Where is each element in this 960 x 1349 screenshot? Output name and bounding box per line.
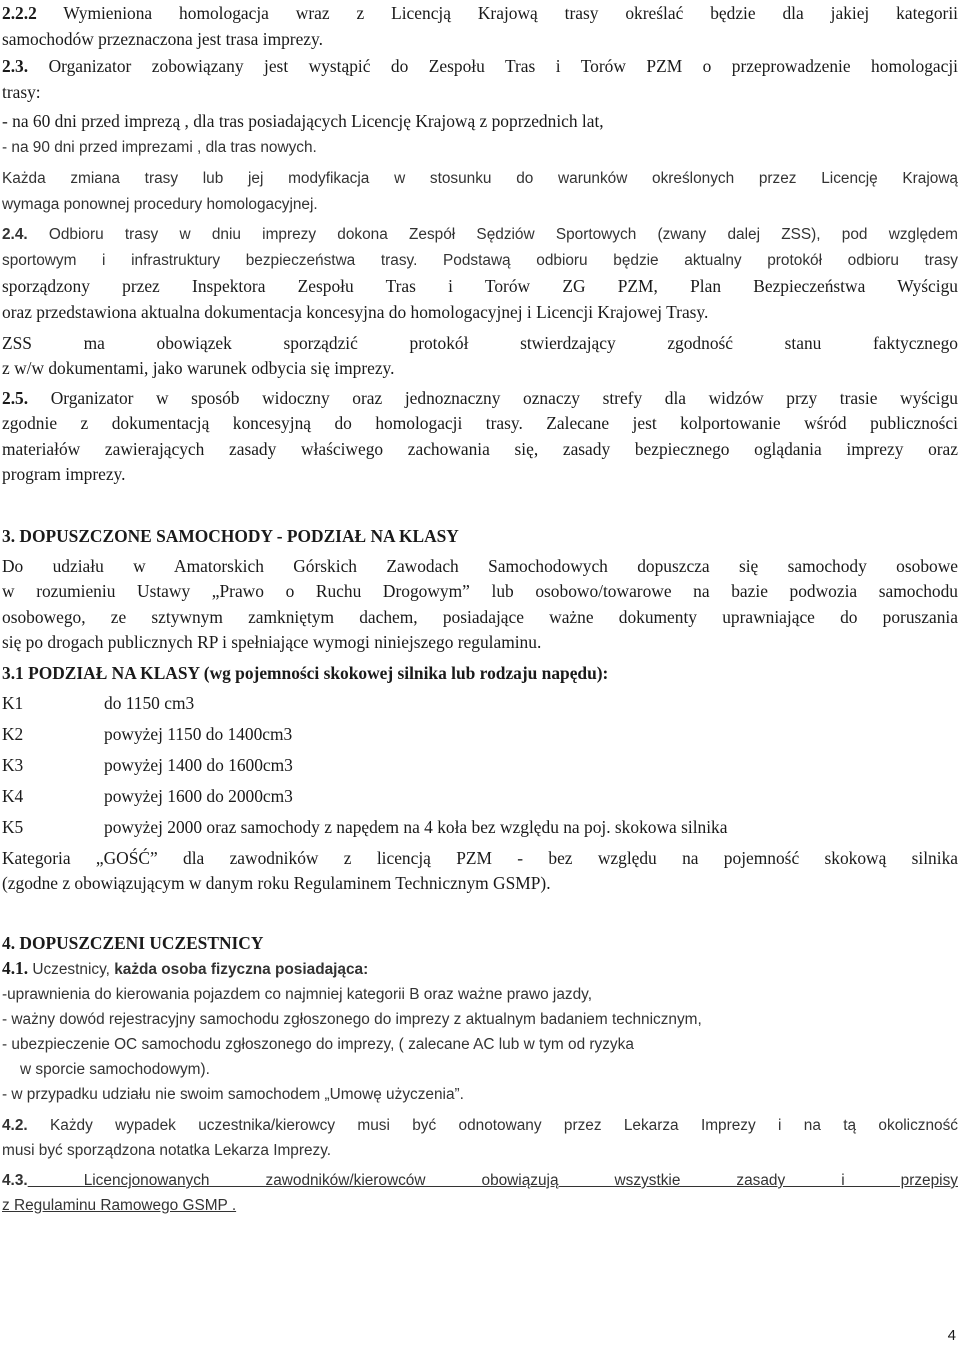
class-desc: powyżej 1150 do 1400cm3 bbox=[104, 724, 293, 744]
para-23-line3: - na 60 dni przed imprezą , dla tras posiadających Licencję Krajową z poprzednich lat, bbox=[2, 111, 604, 131]
guest-category-line2: (zgodne z obowiązującym w danym roku Regulaminem Technicznym GSMP). bbox=[2, 873, 551, 893]
para-43-line1: 4.3. Licencjonowanych zawodników/kierowców obowiązują wszystkie zasady i przepisy bbox=[2, 1172, 958, 1189]
bullet-registration: - ważny dowód rejestracyjny samochodu zgłoszonego do imprezy z aktualnym badaniem technicznym, bbox=[2, 1011, 702, 1028]
class-desc: powyżej 1400 do 1600cm3 bbox=[104, 755, 293, 775]
bullet-loan-agreement: - w przypadku udziału nie swoim samochodem „Umowę użyczenia”. bbox=[2, 1086, 464, 1103]
para-43-line2: z Regulaminu Ramowego GSMP . bbox=[2, 1197, 237, 1214]
section-number: 4.3. bbox=[2, 1172, 28, 1189]
para-25-line1: 2.5. Organizator w sposób widoczny oraz jednoznaczny oznaczy strefy dla widzów przy trasie wyścigu bbox=[2, 388, 958, 408]
para-3-line4: się po drogach publicznych RP i spełniające wymogi niniejszego regulaminu. bbox=[2, 632, 542, 652]
section-number: 2.2.2 bbox=[2, 3, 37, 23]
page-number: 4 bbox=[947, 1327, 956, 1344]
section-number: 4.1. bbox=[2, 958, 29, 978]
para-42-line2: musi być sporządzona notatka Lekarza Imprezy. bbox=[2, 1142, 332, 1159]
class-desc: powyżej 1600 do 2000cm3 bbox=[104, 786, 293, 806]
para-41-line1: 4.1. Uczestnicy, każda osoba fizyczna posiadająca: bbox=[2, 958, 369, 978]
para-25-line2: zgodnie z dokumentacją koncesyjną do homologacji trasy. Zalecane jest kolportowanie wśród publiczności bbox=[2, 413, 958, 433]
para-222-line2: samochodów przeznaczona jest trasa imprezy. bbox=[2, 29, 323, 49]
section-number: 2.5. bbox=[2, 388, 29, 408]
section-number: 2.3. bbox=[2, 56, 29, 76]
para-222-line1: 2.2.2 Wymieniona homologacja wraz z Licencją Krajową trasy określać będzie dla jakiej kategorii bbox=[2, 3, 958, 23]
para-23-line1: 2.3. Organizator zobowiązany jest wystąpić do Zespołu Tras i Torów PZM o przeprowadzenie homologacji bbox=[2, 56, 958, 76]
para-42-line1: 4.2. Każdy wypadek uczestnika/kierowcy musi być odnotowany przez Lekarza Imprezy i na tą okoliczność bbox=[2, 1117, 958, 1134]
bullet-insurance-cont: w sporcie samochodowym). bbox=[20, 1061, 210, 1078]
bullet-insurance: - ubezpieczenie OC samochodu zgłoszonego do imprezy, ( zalecane AC lub w tym od ryzyka bbox=[2, 1036, 634, 1053]
class-code: K1 bbox=[2, 693, 24, 713]
para-23-line5: Każda zmiana trasy lub jej modyfikacja w stosunku do warunków określonych przez Licencję Krajową bbox=[2, 170, 958, 187]
class-code: K5 bbox=[2, 817, 24, 837]
para-24-line3: sporządzony przez Inspektora Zespołu Tras i Torów ZG PZM, Plan Bezpieczeństwa Wyścigu bbox=[2, 276, 958, 296]
para-3-line3: osobowego, ze sztywnym zamkniętym dachem, posiadające ważne dokumenty uprawniające do poruszania bbox=[2, 607, 958, 627]
class-code: K2 bbox=[2, 724, 24, 744]
para-23-line4: - na 90 dni przed imprezami , dla tras nowych. bbox=[2, 139, 317, 156]
section-3-heading: 3. DOPUSZCZONE SAMOCHODY - PODZIAŁ NA KLASY bbox=[2, 526, 459, 546]
para-24-line1: 2.4. Odbioru trasy w dniu imprezy dokona Zespół Sędziów Sportowych (zwany dalej ZSS), pod względem bbox=[2, 226, 958, 243]
class-code: K4 bbox=[2, 786, 24, 806]
para-23-line6: wymaga ponownej procedury homologacyjnej. bbox=[2, 196, 318, 213]
class-code: K3 bbox=[2, 755, 24, 775]
para-23-line2: trasy: bbox=[2, 82, 41, 102]
section-number: 2.4. bbox=[2, 226, 28, 243]
para-25-line3: materiałów zawierających zasady właściwego zachowania się, zasady bezpiecznego oglądania imprezy oraz bbox=[2, 439, 958, 459]
bullet-licence: -uprawnienia do kierowania pojazdem co najmniej kategorii B oraz ważne prawo jazdy, bbox=[2, 986, 592, 1003]
guest-category-line1: Kategoria „GOŚĆ” dla zawodników z licencją PZM - bez względu na pojemność skokową silnika bbox=[2, 848, 958, 868]
para-24-line6: z w/w dokumentami, jako warunek odbycia się imprezy. bbox=[2, 358, 395, 378]
class-desc: do 1150 cm3 bbox=[104, 693, 195, 713]
class-desc: powyżej 2000 oraz samochody z napędem na 4 koła bez względu na poj. skokowa silnika bbox=[104, 817, 728, 837]
section-number: 4.2. bbox=[2, 1117, 28, 1134]
para-3-line2: w rozumieniu Ustawy „Prawo o Ruchu Drogowym” lub osobowo/towarowe na bazie podwozia samochodu bbox=[2, 581, 958, 601]
section-31-heading: 3.1 PODZIAŁ NA KLASY (wg pojemności skokowej silnika lub rodzaju napędu): bbox=[2, 663, 609, 683]
para-25-line4: program imprezy. bbox=[2, 464, 126, 484]
para-24-line4: oraz przedstawiona aktualna dokumentacja koncesyjna do homologacyjnej i Licencji Krajowej Trasy. bbox=[2, 302, 709, 322]
section-4-heading: 4. DOPUSZCZENI UCZESTNICY bbox=[2, 933, 264, 953]
para-3-line1: Do udziału w Amatorskich Górskich Zawodach Samochodowych dopuszcza się samochody osobowe bbox=[2, 556, 958, 576]
para-24-line2: sportowym i infrastruktury bezpieczeństwa trasy. Podstawą odbioru będzie aktualny protokół odbioru trasy bbox=[2, 252, 958, 269]
para-24-line5: ZSS ma obowiązek sporządzić protokół stwierdzający zgodność stanu faktycznego bbox=[2, 333, 958, 353]
